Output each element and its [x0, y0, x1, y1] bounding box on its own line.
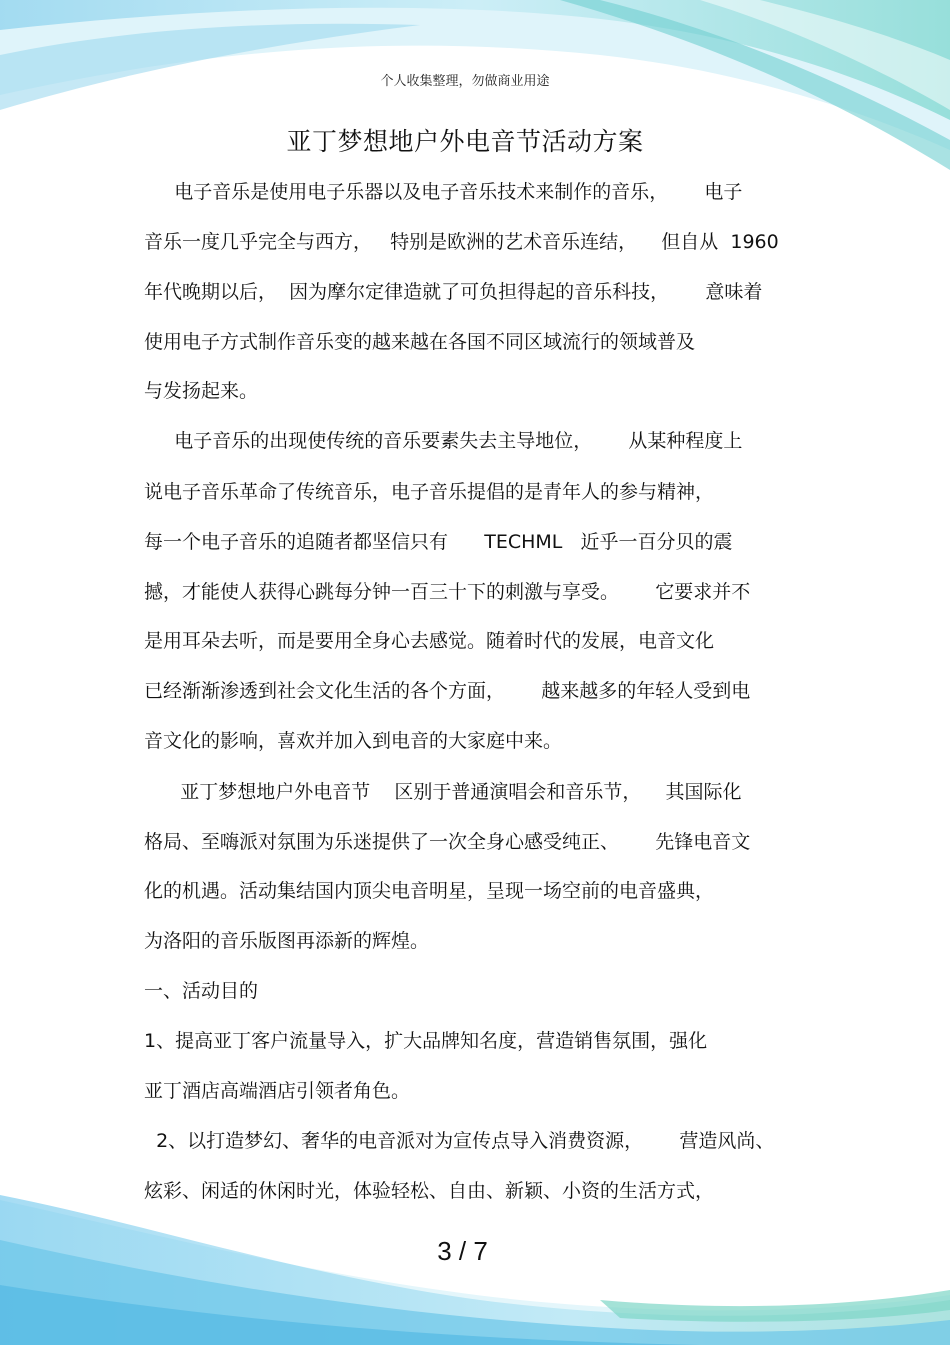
page-number: 3 / 7	[437, 1236, 488, 1266]
text-line: 音乐一度几乎完全与西方， 特别是欧洲的艺术音乐连结， 但自从 1960	[144, 231, 779, 253]
text-line: 2、以打造梦幻、奢华的电音派对为宣传点导入消费资源， 营造风尚、	[144, 1130, 775, 1152]
document-title: 亚丁梦想地户外电音节活动方案	[286, 127, 644, 156]
text-line: 年代晚期以后， 因为摩尔定律造就了可负担得起的音乐科技， 意味着	[144, 281, 763, 303]
text-line: 亚丁梦想地户外电音节 区别于普通演唱会和音乐节， 其国际化	[144, 781, 742, 803]
text-line: 每一个电子音乐的追随者都坚信只有 TECHML 近乎一百分贝的震	[144, 531, 733, 553]
text-line: 音文化的影响，喜欢并加入到电音的大家庭中来。	[144, 730, 563, 752]
text-line: 与发扬起来。	[144, 380, 259, 402]
text-line: 亚丁酒店高端酒店引领者角色。	[144, 1080, 411, 1102]
text-line: 撼，才能使人获得心跳每分钟一百三十下的刺激与享受。 它要求并不	[144, 581, 751, 603]
text-line: 是用耳朵去听，而是要用全身心去感觉。随着时代的发展，电音文化	[144, 630, 715, 652]
text-line: 电子音乐的出现使传统的音乐要素失去主导地位， 从某种程度上	[144, 430, 743, 452]
text-line: 电子音乐是使用电子乐器以及电子音乐技术来制作的音乐， 电子	[144, 181, 743, 203]
text-line: 为洛阳的音乐版图再添新的辉煌。	[144, 930, 430, 952]
text-line: 说电子音乐革命了传统音乐，电子音乐提倡的是青年人的参与精神，	[144, 481, 715, 503]
text-line: 已经渐渐渗透到社会文化生活的各个方面， 越来越多的年轻人受到电	[144, 680, 751, 702]
text-line: 使用电子方式制作音乐变的越来越在各国不同区域流行的领域普及	[144, 331, 696, 353]
page-header: 个人收集整理，勿做商业用途	[380, 74, 550, 89]
text-line: 格局、至嗨派对氛围为乐迷提供了一次全身心感受纯正、 先锋电音文	[144, 831, 751, 853]
text-line: 1、提高亚丁客户流量导入，扩大品牌知名度，营造销售氛围，强化	[144, 1030, 708, 1052]
section-heading: 一、活动目的	[144, 980, 259, 1002]
text-line: 炫彩、闲适的休闲时光，体验轻松、自由、新颖、小资的生活方式，	[144, 1180, 715, 1202]
text-line: 化的机遇。活动集结国内顶尖电音明星，呈现一场空前的电音盛典，	[144, 880, 715, 902]
